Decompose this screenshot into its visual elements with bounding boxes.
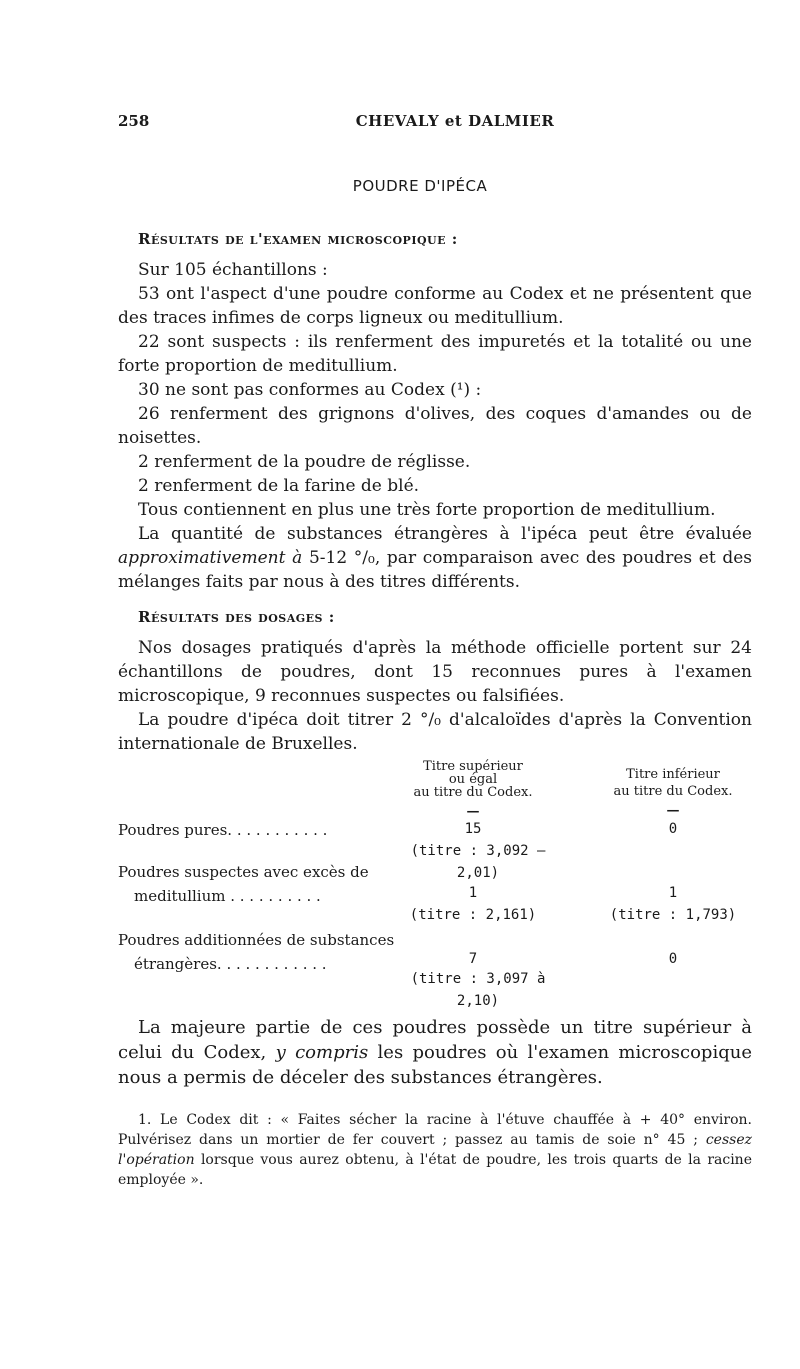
header-line: au titre du Codex. <box>413 785 533 800</box>
footnote-paragraph <box>118 1110 752 1190</box>
header-dash: — <box>666 803 680 818</box>
conclusion-text <box>118 1015 752 1090</box>
section-title: POUDRE D'IPÉCA <box>352 177 488 195</box>
running-title: CHEVALY et DALMIER <box>355 112 555 130</box>
header-line: au titre du Codex. <box>613 784 733 799</box>
paragraph: 30 ne sont pas conformes au Codex (¹) : <box>138 380 482 400</box>
cell-suspectes-superior: 1 <box>468 885 478 901</box>
italic-span: y compris <box>275 1042 369 1063</box>
heading-microscopic-results: Résultats de l'examen microscopique : <box>138 230 458 248</box>
row-label-line: Poudres additionnées de substances <box>118 931 395 949</box>
microscopic-results-text <box>118 258 752 594</box>
cell-suspectes-superior-titre: (titre : 2,161) <box>409 907 537 923</box>
cell-pures-superior: 15 <box>464 821 482 837</box>
assay-table <box>118 759 752 1009</box>
cell-pures-inferior: 0 <box>668 821 678 837</box>
footnote <box>118 1110 752 1190</box>
running-header <box>118 112 752 136</box>
text-span: lorsque vous aurez obtenu, à l'état de poudre, les trois quarts de la racine employée ». <box>118 1152 752 1188</box>
text-span: 5-12 °/₀, par comparaison avec des poudres et des mélanges faits par nous à des titres différents. <box>118 548 753 592</box>
row-label-line: étrangères. . . . . . . . . . . . <box>134 955 327 973</box>
heading-dosage-results: Résultats des dosages : <box>138 608 335 626</box>
cell-additionnees-superior: 7 <box>468 951 478 967</box>
column-header-inferior <box>598 768 748 817</box>
dosage-results-text <box>118 636 752 756</box>
text-span: La quantité de substances étrangères à l'ipéca peut être évaluée <box>138 524 752 544</box>
text-span: 1. Le Codex dit : « Faites sécher la racine à l'étuve chauffée à + 40° environ. Pulvérisez dans un mortier de fer couvert ; passez au tamis de soie n° 45 ; <box>118 1112 752 1148</box>
text-span: La majeure partie de ces poudres possède un titre supérieur à celui du Codex, <box>118 1017 752 1063</box>
italic-span: cessez l'opération <box>118 1132 752 1168</box>
paragraph: Sur 105 échantillons : <box>138 260 328 280</box>
paragraph: 2 renferment de la poudre de réglisse. <box>138 452 471 472</box>
cell-additionnees-superior-titre: (titre : 3,097 à 2,10) <box>410 971 546 1009</box>
row-label-suspectes <box>118 860 369 908</box>
text-span: les poudres où l'examen microscopique nous a permis de déceler des substances étrangères. <box>118 1042 752 1088</box>
cell-suspectes-inferior-titre: (titre : 1,793) <box>609 907 737 923</box>
paragraph: 2 renferment de la farine de blé. <box>138 476 420 496</box>
header-line: Titre supérieur <box>423 759 523 774</box>
paragraph: 26 renferment des grignons d'olives, des coques d'amandes ou de noisettes. <box>118 404 752 448</box>
header-dash: — <box>466 804 480 819</box>
paragraph: Tous contiennent en plus une très forte proportion de meditullium. <box>138 500 716 520</box>
row-label-line: Poudres suspectes avec excès de <box>118 863 369 881</box>
cell-suspectes-inferior: 1 <box>668 885 678 901</box>
header-line: Titre inférieur <box>626 767 720 782</box>
paragraph: 22 sont suspects : ils renferment des impuretés et la totalité ou une forte proportion de meditullium. <box>118 332 752 376</box>
cell-additionnees-inferior: 0 <box>668 951 678 967</box>
paragraph: Nos dosages pratiqués d'après la méthode officielle portent sur 24 échantillons de poudres, dont 15 reconnues pures à l'examen microscopique, 9 reconnues suspectes ou falsifiées. <box>118 638 752 706</box>
paragraph: La poudre d'ipéca doit titrer 2 °/₀ d'alcaloïdes d'après la Convention internationale de Bruxelles. <box>118 710 752 754</box>
paragraph: 53 ont l'aspect d'une poudre conforme au Codex et ne présentent que des traces infimes de corps ligneux ou meditullium. <box>118 284 752 328</box>
row-label-line: meditullium . . . . . . . . . . <box>134 887 321 905</box>
cell-pures-superior-titre: (titre : 3,092 — 2,01) <box>410 843 546 881</box>
header-line: ou égal <box>448 772 498 787</box>
row-label-pures: Poudres pures. . . . . . . . . . . <box>118 821 328 839</box>
page-number: 258 <box>118 112 150 130</box>
paragraph <box>118 1015 752 1090</box>
row-label-additionnees <box>118 928 394 976</box>
italic-span: approximativement à <box>118 548 303 568</box>
column-header-superior <box>398 760 548 818</box>
paragraph <box>118 522 752 594</box>
